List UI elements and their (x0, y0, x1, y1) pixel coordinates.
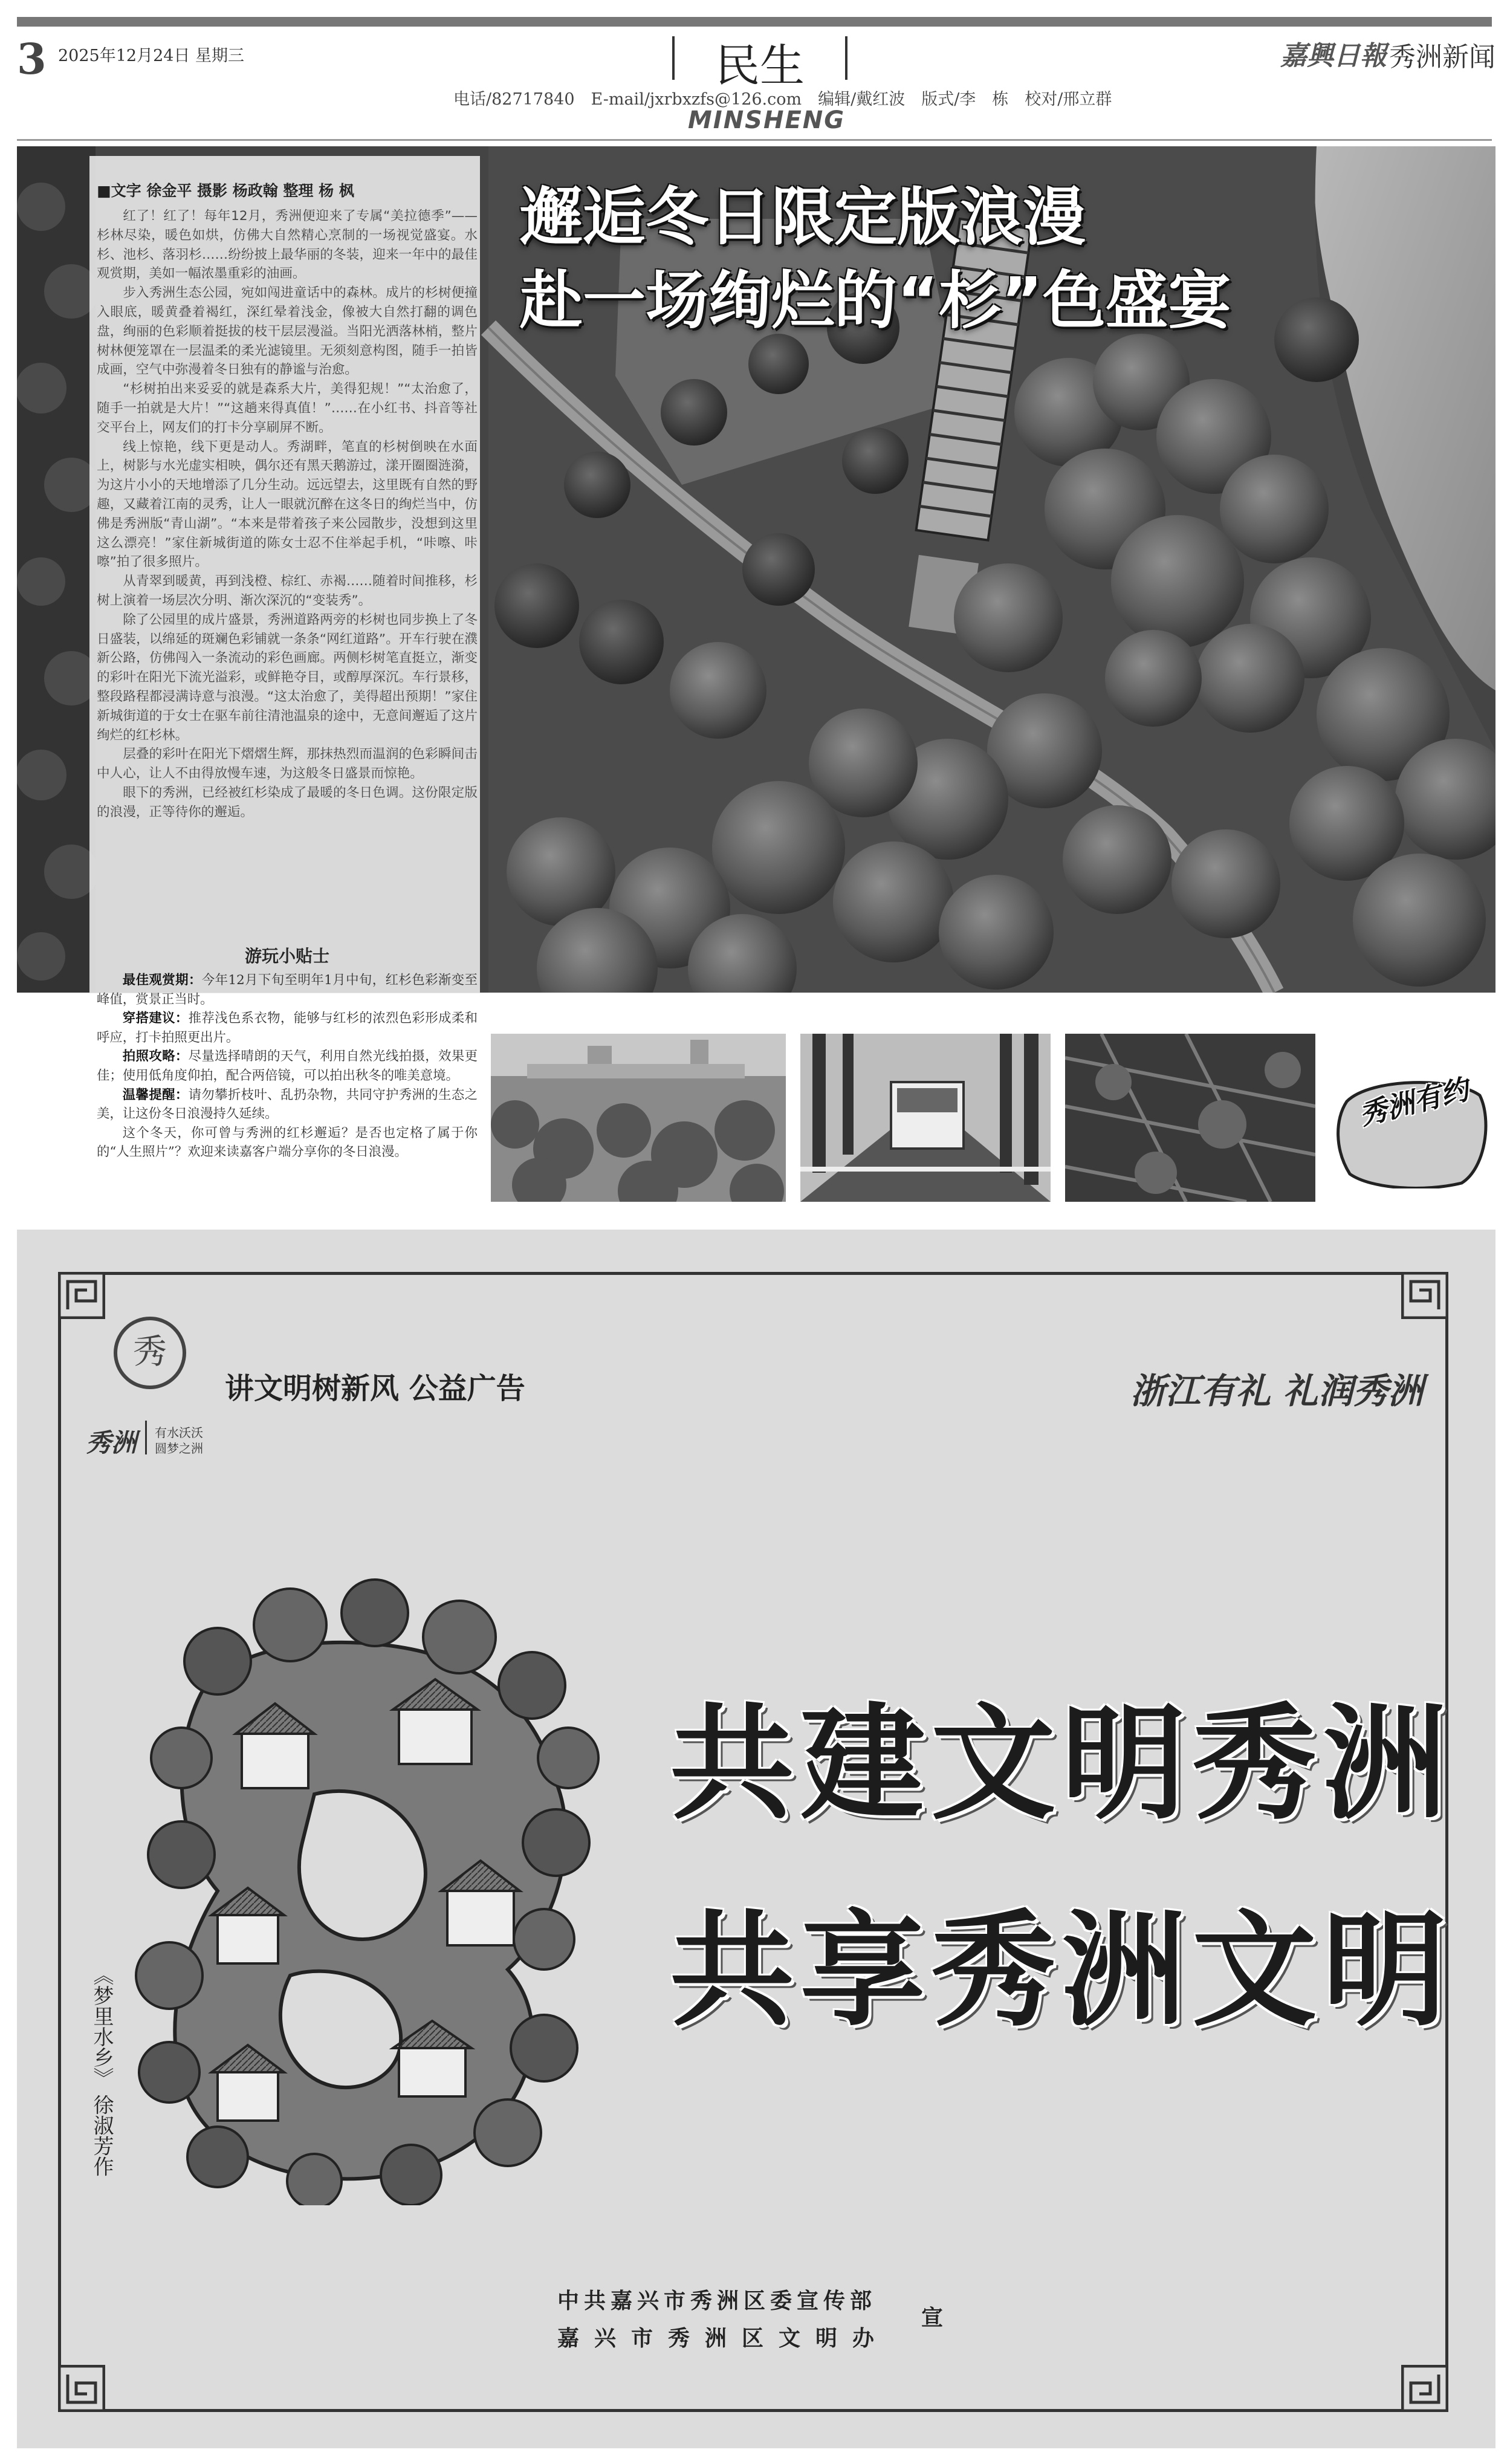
article-paragraph: “杉树拍出来妥妥的就是森系大片，美得犯规！”“太治愈了，随手一拍就是大片！”“这趟来得真值！”……在小红书、抖音等社交平台上，网友们的打卡分享刷屏不断。 (97, 381, 478, 435)
dream-water-town-illustration (133, 1552, 617, 2205)
tip-text: 推荐浅色系衣物，能够与红杉的浓烈色彩形成柔和呼应，打卡拍照更出片。 (97, 1011, 478, 1045)
ad-sponsor-suffix: 宣 (921, 2305, 944, 2330)
tip-text: 尽量选择晴朗的天气，利用自然光线拍摄，效果更佳；使用低角度仰拍，配合两倍镜，可以拍出秋冬的唯美意境。 (97, 1049, 478, 1083)
article-byline: ■文字 徐金平 摄影 杨政翰 整理 杨 枫 (97, 182, 354, 199)
artwork-caption: 《梦里水乡》 徐淑芳作 (89, 1965, 114, 2177)
section-title-en: MINSHENG (688, 106, 846, 134)
sticker-text: 秀洲有约 (1356, 1072, 1472, 1132)
ad-calligraphy-slogan: 浙江有礼 礼润秀洲 (1130, 1370, 1424, 1412)
top-rule (17, 17, 1492, 27)
tip-item (97, 1047, 478, 1085)
article-paragraph: 步入秀洲生态公园，宛如闯进童话中的森林。成片的杉树便撞入眼底，暖黄叠着褐红，深红晕着浅金，像被大自然打翻的调色盘，绚丽的色彩顺着挺拔的枝干层层漫溢。当阳光洒落林梢，整片树林便笼罩在一层温柔的柔光滤镜里。无须刻意构图，随手一拍皆成画，空气中弥漫着冬日独有的静谧与治愈。 (97, 285, 478, 378)
headline-line-1: 邂逅冬日限定版浪漫 (520, 180, 1086, 254)
article-paragraph: 从青翠到暖黄，再到浅橙、棕红、赤褐……随着时间推移，杉树上演着一场层次分明、渐次深沉的“变装秀”。 (97, 574, 478, 608)
article-paragraph: 除了公园里的成片盛景，秀洲道路两旁的杉树也同步换上了冬日盛装，以绵延的斑斓色彩铺就一条条“网红道路”。开车行驶在濮新公路，仿佛闯入一条流动的彩色画廊。两侧杉树笔直挺立，渐变的彩叶在阳光下流光溢彩，或鲜艳夺目，或醇厚深沉。车行景移，整段路程都浸满诗意与浪漫。“这太治愈了，美得超出预期！”家住新城街道的于女士在驱车前往清池温泉的途中，无意间邂逅了这片绚烂的红杉林。 (97, 612, 478, 743)
fret-corner-icon (1401, 2365, 1448, 2412)
article-body (97, 207, 478, 822)
article-paragraph: 线上惊艳，线下更是动人。秀湖畔，笔直的杉树倒映在水面上，树影与水光虚实相映，偶尔还有黑天鹅游过，漾开圈圈涟漪，为这片小小的天地增添了几分生动。远远望去，这里既有自然的野趣，又藏着江南的灵秀，让人一眼就沉醉在这冬日的绚烂当中，仿佛是秀洲版“青山湖”。“本来是带着孩子来公园散步，没想到这里这么漂亮！”家住新城街道的陈女士忍不住举起手机，“咔嚓、咔嚓”拍了很多照片。 (97, 439, 478, 570)
article-paragraph: 红了！红了！每年12月，秀洲便迎来了专属“美拉德季”——杉林尽染，暖色如烘，仿佛大自然精心烹制的一场视觉盛宴。水杉、池杉、落羽杉……纷纷披上最华丽的冬装，迎来一年中的最佳观赏期，美如一幅浓墨重彩的油画。 (97, 209, 478, 282)
issue-date: 2025年12月24日 星期三 (58, 47, 245, 65)
ad-main-slogan-1: 共建文明秀洲 (670, 1691, 1454, 1837)
tip-item (97, 1086, 478, 1124)
headline-line-2: 赴一场绚烂的“杉”色盛宴 (520, 264, 1231, 337)
newspaper-name: 秀洲新闻 (1389, 42, 1495, 72)
header-divider (17, 139, 1492, 141)
tip-item (97, 971, 478, 1009)
page-number: 3 (17, 34, 47, 84)
tip-text: 请勿攀折枝叶、乱扔杂物，共同守护秀洲的生态之美，让这份冬日浪漫持久延续。 (97, 1087, 478, 1122)
tip-label: 最佳观赏期： (122, 973, 202, 988)
logo-glyph: 秀 (133, 1332, 167, 1372)
ad-campaign-label: 讲文明树新风 公益广告 (225, 1372, 525, 1405)
logo-tagline-2: 圆梦之洲 (155, 1441, 203, 1456)
tips-title: 游玩小贴士 (244, 946, 329, 966)
ad-main-slogan-2: 共享秀洲文明 (670, 1898, 1454, 2043)
closing-note: 这个冬天，你可曾与秀洲的红杉邂逅？是否也定格了属于你的“人生照片”？欢迎来读嘉客户端分享你的冬日浪漫。 (97, 1125, 478, 1160)
tips-list (97, 971, 478, 1162)
tip-label: 穿搭建议： (122, 1011, 189, 1026)
photo-tree-lined-road (800, 1034, 1051, 1202)
article-paragraph: 层叠的彩叶在阳光下熠熠生辉，那抹热烈而温润的色彩瞬间击中人心，让人不由得放慢车速，为这般冬日盛景而惊艳。 (97, 747, 478, 782)
fret-corner-icon (58, 1272, 105, 1319)
ad-sponsor-2: 嘉兴市秀洲区文明办 (557, 2326, 890, 2351)
section-title: 民生 (672, 30, 847, 94)
photo-tree-branches (1065, 1034, 1315, 1202)
tip-label: 温馨提醒： (122, 1087, 189, 1103)
fret-corner-icon (58, 2365, 105, 2412)
fret-corner-icon (1401, 1272, 1448, 1319)
photo-park-overview (491, 1034, 786, 1202)
logo-wordmark: 秀洲 (86, 1428, 137, 1457)
tip-label: 拍照攻略： (122, 1049, 189, 1065)
tip-item (97, 1009, 478, 1047)
article-headline (520, 175, 1427, 342)
ad-sponsor-1: 中共嘉兴市秀洲区委宣传部 (557, 2288, 877, 2313)
newspaper-logo: 嘉興日報 (1280, 41, 1387, 71)
logo-tagline-1: 有水沃沃 (155, 1425, 203, 1440)
editorial-contact: 电话/82717840 E-mail/jxrbxzfs@126.com 编辑/戴红波 版式/李 栋 校对/邢立群 (453, 90, 1112, 109)
tip-text: 今年12月下旬至明年1月中旬，红杉色彩渐变至峰值，赏景正当时。 (97, 973, 478, 1007)
logo-divider (145, 1421, 147, 1454)
article-paragraph: 眼下的秀洲，已经被红杉染成了最暖的冬日色调。这份限定版的浪漫，正等待你的邂逅。 (97, 785, 478, 820)
